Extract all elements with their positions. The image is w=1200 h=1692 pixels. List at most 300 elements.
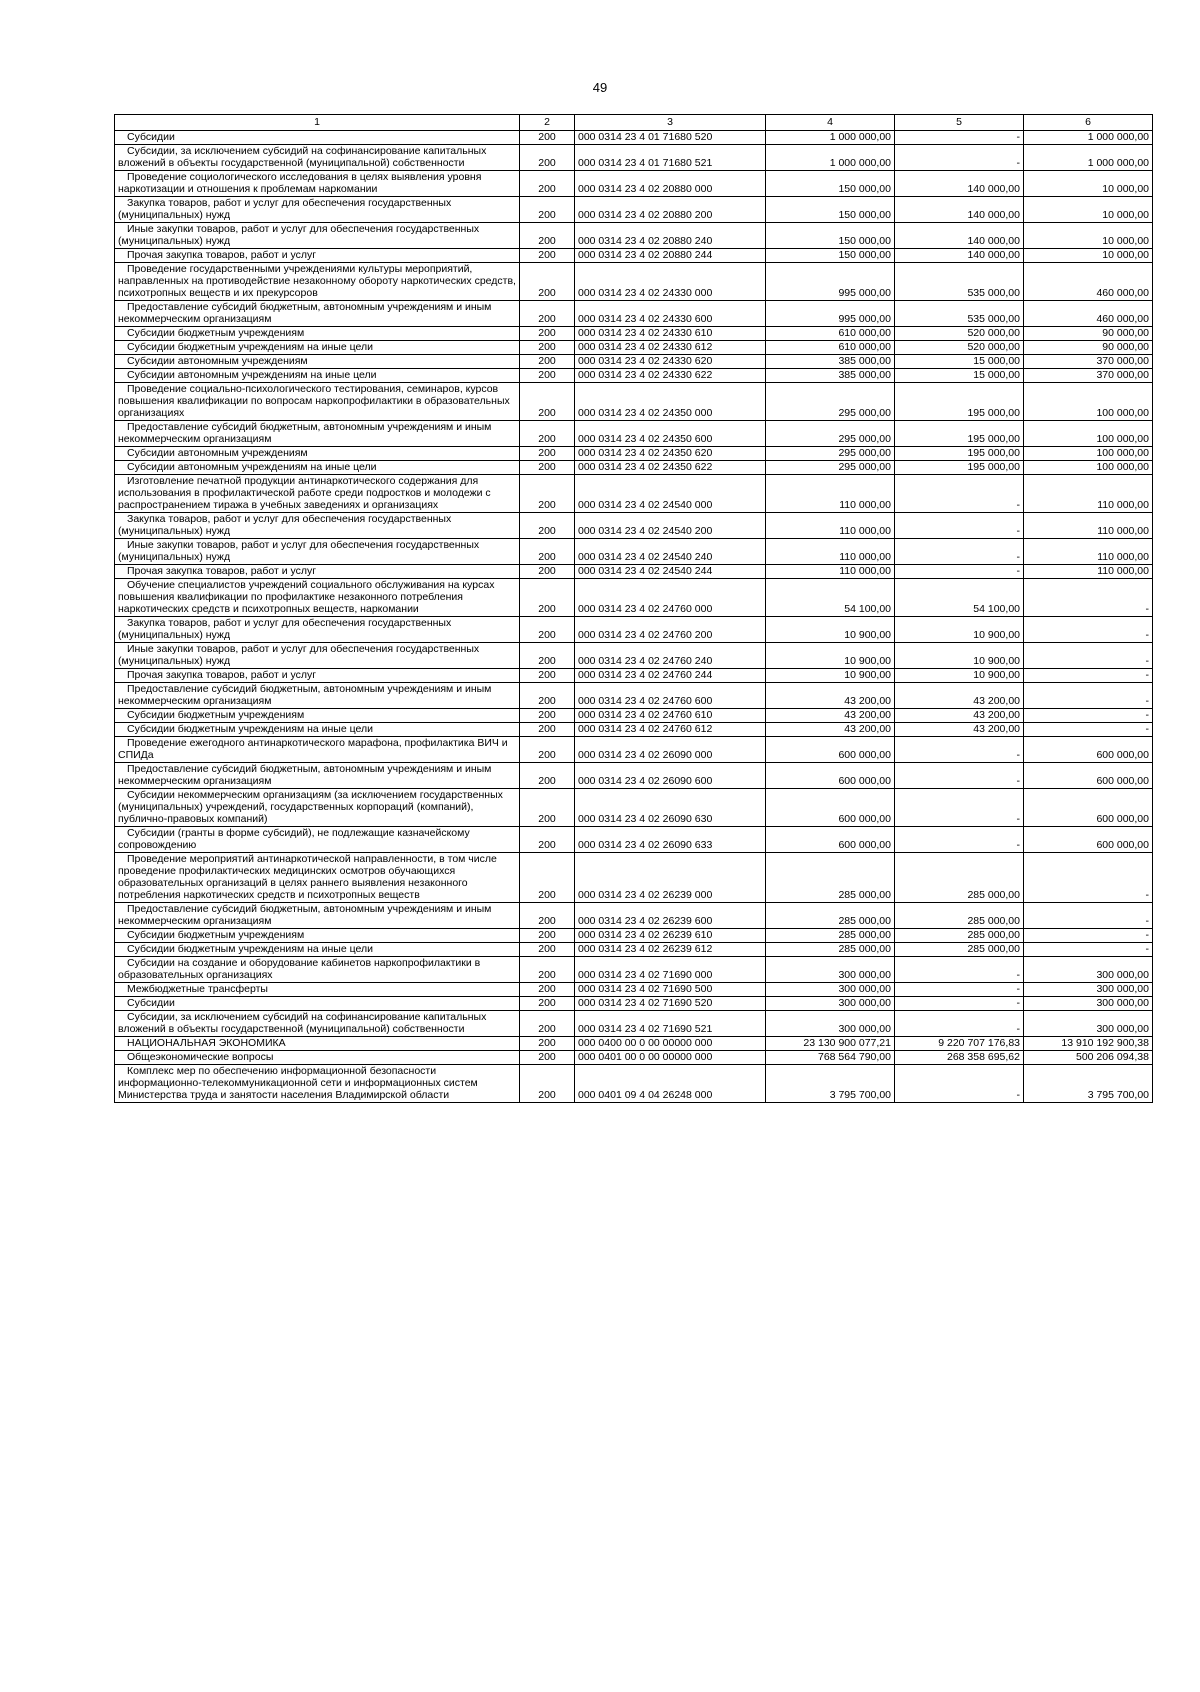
row-value-5-cell: - bbox=[895, 145, 1024, 171]
row-admin-cell: 200 bbox=[520, 763, 575, 789]
row-value-5-cell: 10 900,00 bbox=[895, 669, 1024, 683]
table-row bbox=[115, 903, 1153, 929]
table-row bbox=[115, 1051, 1153, 1065]
row-code-cell: 000 0314 23 4 02 26090 633 bbox=[575, 827, 766, 853]
row-value-5-cell: 10 900,00 bbox=[895, 617, 1024, 643]
row-name-text: Иные закупки товаров, работ и услуг для обеспечения государственных (муниципальных) нужд bbox=[118, 223, 480, 247]
row-value-6-cell: - bbox=[1024, 643, 1153, 669]
table-row bbox=[115, 447, 1153, 461]
row-value-5-cell: 195 000,00 bbox=[895, 383, 1024, 421]
table-body bbox=[115, 131, 1153, 1103]
row-code-cell: 000 0314 23 4 02 26239 610 bbox=[575, 929, 766, 943]
row-name-cell bbox=[115, 579, 520, 617]
row-value-4-cell: 23 130 900 077,21 bbox=[766, 1037, 895, 1051]
row-name-cell bbox=[115, 983, 520, 997]
row-admin-cell: 200 bbox=[520, 301, 575, 327]
row-value-4-cell: 110 000,00 bbox=[766, 565, 895, 579]
column-header-4: 4 bbox=[766, 115, 895, 131]
table-row bbox=[115, 421, 1153, 447]
row-name-cell bbox=[115, 683, 520, 709]
table-row bbox=[115, 369, 1153, 383]
row-value-6-cell: 600 000,00 bbox=[1024, 763, 1153, 789]
row-name-text: Субсидии бюджетным учреждениям bbox=[127, 929, 305, 941]
row-value-4-cell: 768 564 790,00 bbox=[766, 1051, 895, 1065]
row-code-cell: 000 0401 00 0 00 00000 000 bbox=[575, 1051, 766, 1065]
row-code-cell: 000 0314 23 4 02 24760 244 bbox=[575, 669, 766, 683]
row-value-5-cell: - bbox=[895, 827, 1024, 853]
row-value-4-cell: 43 200,00 bbox=[766, 683, 895, 709]
row-value-4-cell: 285 000,00 bbox=[766, 853, 895, 903]
row-value-5-cell: 9 220 707 176,83 bbox=[895, 1037, 1024, 1051]
row-name-cell bbox=[115, 327, 520, 341]
row-value-6-cell: 10 000,00 bbox=[1024, 197, 1153, 223]
row-admin-cell: 200 bbox=[520, 223, 575, 249]
row-code-cell: 000 0314 23 4 02 26090 600 bbox=[575, 763, 766, 789]
table-row bbox=[115, 1037, 1153, 1051]
row-name-cell bbox=[115, 827, 520, 853]
row-value-4-cell: 1 000 000,00 bbox=[766, 145, 895, 171]
row-admin-cell: 200 bbox=[520, 997, 575, 1011]
row-name-cell bbox=[115, 447, 520, 461]
row-code-cell: 000 0314 23 4 02 71690 520 bbox=[575, 997, 766, 1011]
row-value-4-cell: 300 000,00 bbox=[766, 997, 895, 1011]
row-name-cell bbox=[115, 171, 520, 197]
row-value-4-cell: 54 100,00 bbox=[766, 579, 895, 617]
row-name-text: Предоставление субсидий бюджетным, автономным учреждениям и иным некоммерческим организациям bbox=[118, 301, 492, 325]
row-admin-cell: 200 bbox=[520, 341, 575, 355]
table-row bbox=[115, 723, 1153, 737]
row-code-cell: 000 0314 23 4 02 24540 244 bbox=[575, 565, 766, 579]
row-admin-cell: 200 bbox=[520, 565, 575, 579]
row-admin-cell: 200 bbox=[520, 1065, 575, 1103]
row-name-cell bbox=[115, 709, 520, 723]
row-value-5-cell: 520 000,00 bbox=[895, 327, 1024, 341]
row-value-6-cell: 100 000,00 bbox=[1024, 421, 1153, 447]
row-name-cell bbox=[115, 903, 520, 929]
row-name-text: Проведение государственными учреждениями культуры мероприятий, направленных на противодействие незаконному обороту наркотических средств, психотропных веществ и их прекурсоров bbox=[118, 263, 516, 299]
row-name-cell bbox=[115, 301, 520, 327]
table-row bbox=[115, 341, 1153, 355]
row-value-4-cell: 10 900,00 bbox=[766, 617, 895, 643]
row-name-cell bbox=[115, 1051, 520, 1065]
row-value-6-cell: 600 000,00 bbox=[1024, 827, 1153, 853]
table-row bbox=[115, 957, 1153, 983]
row-value-4-cell: 285 000,00 bbox=[766, 943, 895, 957]
row-admin-cell: 200 bbox=[520, 737, 575, 763]
row-value-6-cell: - bbox=[1024, 683, 1153, 709]
table-row bbox=[115, 943, 1153, 957]
row-name-cell bbox=[115, 789, 520, 827]
column-header-5: 5 bbox=[895, 115, 1024, 131]
row-code-cell: 000 0314 23 4 02 24350 600 bbox=[575, 421, 766, 447]
row-value-6-cell: 10 000,00 bbox=[1024, 223, 1153, 249]
row-value-6-cell: 300 000,00 bbox=[1024, 1011, 1153, 1037]
row-value-5-cell: 195 000,00 bbox=[895, 461, 1024, 475]
row-value-6-cell: 300 000,00 bbox=[1024, 983, 1153, 997]
row-name-text: Проведение социально-психологического тестирования, семинаров, курсов повышения квалификации по вопросам наркопрофилактики в образовательных организациях bbox=[118, 383, 510, 419]
row-admin-cell: 200 bbox=[520, 197, 575, 223]
row-admin-cell: 200 bbox=[520, 669, 575, 683]
row-value-5-cell: 195 000,00 bbox=[895, 447, 1024, 461]
row-name-text: Субсидии автономным учреждениям bbox=[127, 447, 308, 459]
table-row bbox=[115, 327, 1153, 341]
row-name-cell bbox=[115, 513, 520, 539]
row-name-cell bbox=[115, 853, 520, 903]
row-name-cell bbox=[115, 763, 520, 789]
row-code-cell: 000 0314 23 4 02 24760 612 bbox=[575, 723, 766, 737]
row-name-text: НАЦИОНАЛЬНАЯ ЭКОНОМИКА bbox=[127, 1037, 286, 1049]
row-name-text: Межбюджетные трансферты bbox=[127, 983, 268, 995]
row-value-4-cell: 285 000,00 bbox=[766, 929, 895, 943]
table-row bbox=[115, 763, 1153, 789]
row-admin-cell: 200 bbox=[520, 539, 575, 565]
table-row bbox=[115, 171, 1153, 197]
table-row bbox=[115, 565, 1153, 579]
row-name-cell bbox=[115, 223, 520, 249]
row-name-text: Субсидии автономным учреждениям на иные цели bbox=[127, 461, 377, 473]
row-value-4-cell: 385 000,00 bbox=[766, 355, 895, 369]
row-value-6-cell: - bbox=[1024, 929, 1153, 943]
row-value-5-cell: 268 358 695,62 bbox=[895, 1051, 1024, 1065]
row-name-text: Иные закупки товаров, работ и услуг для обеспечения государственных (муниципальных) нужд bbox=[118, 539, 480, 563]
row-name-cell bbox=[115, 131, 520, 145]
row-value-6-cell: 600 000,00 bbox=[1024, 737, 1153, 763]
row-value-5-cell: 43 200,00 bbox=[895, 683, 1024, 709]
table-row bbox=[115, 539, 1153, 565]
row-value-4-cell: 295 000,00 bbox=[766, 421, 895, 447]
row-value-6-cell: 100 000,00 bbox=[1024, 461, 1153, 475]
row-value-4-cell: 110 000,00 bbox=[766, 475, 895, 513]
row-admin-cell: 200 bbox=[520, 929, 575, 943]
row-value-6-cell: - bbox=[1024, 617, 1153, 643]
row-value-5-cell: 54 100,00 bbox=[895, 579, 1024, 617]
row-value-6-cell: 110 000,00 bbox=[1024, 565, 1153, 579]
row-value-4-cell: 43 200,00 bbox=[766, 709, 895, 723]
table-row bbox=[115, 1065, 1153, 1103]
table-row bbox=[115, 983, 1153, 997]
row-code-cell: 000 0314 23 4 02 20880 244 bbox=[575, 249, 766, 263]
row-value-5-cell: 10 900,00 bbox=[895, 643, 1024, 669]
row-name-text: Субсидии автономным учреждениям bbox=[127, 355, 308, 367]
row-value-4-cell: 385 000,00 bbox=[766, 369, 895, 383]
row-admin-cell: 200 bbox=[520, 131, 575, 145]
row-code-cell: 000 0314 23 4 01 71680 521 bbox=[575, 145, 766, 171]
row-admin-cell: 200 bbox=[520, 853, 575, 903]
row-admin-cell: 200 bbox=[520, 943, 575, 957]
table-row bbox=[115, 263, 1153, 301]
table-row bbox=[115, 383, 1153, 421]
row-value-5-cell: - bbox=[895, 131, 1024, 145]
row-value-5-cell: 285 000,00 bbox=[895, 943, 1024, 957]
row-value-6-cell: 370 000,00 bbox=[1024, 355, 1153, 369]
row-value-4-cell: 610 000,00 bbox=[766, 327, 895, 341]
table-row bbox=[115, 579, 1153, 617]
row-value-6-cell: 1 000 000,00 bbox=[1024, 145, 1153, 171]
row-name-cell bbox=[115, 929, 520, 943]
row-admin-cell: 200 bbox=[520, 643, 575, 669]
row-value-6-cell: 500 206 094,38 bbox=[1024, 1051, 1153, 1065]
row-name-text: Субсидии бюджетным учреждениям bbox=[127, 327, 305, 339]
table-row bbox=[115, 737, 1153, 763]
table-row bbox=[115, 355, 1153, 369]
table-row bbox=[115, 643, 1153, 669]
row-code-cell: 000 0314 23 4 02 24330 610 bbox=[575, 327, 766, 341]
row-value-5-cell: 140 000,00 bbox=[895, 249, 1024, 263]
row-name-text: Иные закупки товаров, работ и услуг для обеспечения государственных (муниципальных) нужд bbox=[118, 643, 480, 667]
row-value-4-cell: 10 900,00 bbox=[766, 643, 895, 669]
row-value-4-cell: 600 000,00 bbox=[766, 763, 895, 789]
row-value-4-cell: 43 200,00 bbox=[766, 723, 895, 737]
row-name-cell bbox=[115, 263, 520, 301]
row-value-4-cell: 10 900,00 bbox=[766, 669, 895, 683]
row-value-5-cell: 15 000,00 bbox=[895, 369, 1024, 383]
row-admin-cell: 200 bbox=[520, 1011, 575, 1037]
row-value-6-cell: - bbox=[1024, 723, 1153, 737]
row-value-6-cell: 100 000,00 bbox=[1024, 447, 1153, 461]
row-admin-cell: 200 bbox=[520, 447, 575, 461]
row-value-5-cell: 140 000,00 bbox=[895, 197, 1024, 223]
table-row bbox=[115, 1011, 1153, 1037]
row-value-4-cell: 110 000,00 bbox=[766, 539, 895, 565]
row-name-text: Субсидии автономным учреждениям на иные цели bbox=[127, 369, 377, 381]
table-row bbox=[115, 197, 1153, 223]
row-value-4-cell: 995 000,00 bbox=[766, 301, 895, 327]
row-admin-cell: 200 bbox=[520, 383, 575, 421]
row-name-text: Прочая закупка товаров, работ и услуг bbox=[127, 249, 317, 261]
row-code-cell: 000 0314 23 4 02 20880 240 bbox=[575, 223, 766, 249]
row-admin-cell: 200 bbox=[520, 723, 575, 737]
row-value-6-cell: 460 000,00 bbox=[1024, 263, 1153, 301]
row-value-4-cell: 110 000,00 bbox=[766, 513, 895, 539]
row-code-cell: 000 0314 23 4 02 26239 600 bbox=[575, 903, 766, 929]
row-value-6-cell: - bbox=[1024, 579, 1153, 617]
table-row bbox=[115, 301, 1153, 327]
row-value-4-cell: 300 000,00 bbox=[766, 983, 895, 997]
row-code-cell: 000 0314 23 4 02 24760 240 bbox=[575, 643, 766, 669]
row-value-6-cell: 13 910 192 900,38 bbox=[1024, 1037, 1153, 1051]
row-name-cell bbox=[115, 421, 520, 447]
column-header-3: 3 bbox=[575, 115, 766, 131]
row-name-text: Комплекс мер по обеспечению информационной безопасности информационно-телекоммуникационной сети и информационных систем Министерства труда и занятости населения Владимирской области bbox=[118, 1065, 478, 1101]
row-value-5-cell: 285 000,00 bbox=[895, 929, 1024, 943]
row-value-6-cell: - bbox=[1024, 943, 1153, 957]
row-value-5-cell: - bbox=[895, 763, 1024, 789]
row-code-cell: 000 0314 23 4 02 24330 600 bbox=[575, 301, 766, 327]
row-admin-cell: 200 bbox=[520, 827, 575, 853]
row-admin-cell: 200 bbox=[520, 355, 575, 369]
row-name-cell bbox=[115, 341, 520, 355]
table-row bbox=[115, 249, 1153, 263]
row-value-4-cell: 1 000 000,00 bbox=[766, 131, 895, 145]
row-value-4-cell: 600 000,00 bbox=[766, 789, 895, 827]
row-admin-cell: 200 bbox=[520, 983, 575, 997]
row-value-5-cell: - bbox=[895, 983, 1024, 997]
row-name-text: Субсидии bbox=[127, 131, 175, 143]
row-code-cell: 000 0314 23 4 02 24330 000 bbox=[575, 263, 766, 301]
row-value-6-cell: 110 000,00 bbox=[1024, 513, 1153, 539]
row-admin-cell: 200 bbox=[520, 789, 575, 827]
row-value-6-cell: 10 000,00 bbox=[1024, 249, 1153, 263]
row-admin-cell: 200 bbox=[520, 513, 575, 539]
row-value-5-cell: - bbox=[895, 513, 1024, 539]
row-code-cell: 000 0314 23 4 02 26239 612 bbox=[575, 943, 766, 957]
row-name-text: Проведение социологического исследования в целях выявления уровня наркотизации и отношения к проблемам наркомании bbox=[118, 171, 482, 195]
row-value-5-cell: - bbox=[895, 737, 1024, 763]
column-header-2: 2 bbox=[520, 115, 575, 131]
row-name-text: Субсидии bbox=[127, 997, 175, 1009]
row-value-6-cell: - bbox=[1024, 669, 1153, 683]
column-number-row bbox=[115, 115, 1153, 131]
row-name-text: Предоставление субсидий бюджетным, автономным учреждениям и иным некоммерческим организациям bbox=[118, 763, 492, 787]
row-value-5-cell: - bbox=[895, 539, 1024, 565]
row-name-cell bbox=[115, 539, 520, 565]
row-name-cell bbox=[115, 475, 520, 513]
row-name-text: Закупка товаров, работ и услуг для обеспечения государственных (муниципальных) нужд bbox=[118, 513, 452, 537]
table-row bbox=[115, 131, 1153, 145]
row-name-text: Прочая закупка товаров, работ и услуг bbox=[127, 669, 317, 681]
row-name-text: Проведение ежегодного антинаркотического марафона, профилактика ВИЧ и СПИДа bbox=[118, 737, 508, 761]
row-admin-cell: 200 bbox=[520, 903, 575, 929]
row-name-cell bbox=[115, 461, 520, 475]
row-name-cell bbox=[115, 383, 520, 421]
table-row bbox=[115, 789, 1153, 827]
row-admin-cell: 200 bbox=[520, 579, 575, 617]
row-code-cell: 000 0314 23 4 02 20880 000 bbox=[575, 171, 766, 197]
row-name-text: Закупка товаров, работ и услуг для обеспечения государственных (муниципальных) нужд bbox=[118, 617, 452, 641]
row-name-text: Субсидии бюджетным учреждениям bbox=[127, 709, 305, 721]
table-row bbox=[115, 997, 1153, 1011]
table-row bbox=[115, 709, 1153, 723]
row-name-cell bbox=[115, 369, 520, 383]
row-value-6-cell: 370 000,00 bbox=[1024, 369, 1153, 383]
row-value-4-cell: 295 000,00 bbox=[766, 383, 895, 421]
table-row bbox=[115, 475, 1153, 513]
row-name-text: Субсидии на создание и оборудование кабинетов наркопрофилактики в образовательных организациях bbox=[118, 957, 481, 981]
row-name-text: Субсидии некоммерческим организациям (за исключением государственных (муниципальных) учреждений, государственных корпораций (компаний), публично-правовых компаний) bbox=[118, 789, 503, 825]
row-value-5-cell: 43 200,00 bbox=[895, 709, 1024, 723]
row-admin-cell: 200 bbox=[520, 171, 575, 197]
row-value-5-cell: - bbox=[895, 1065, 1024, 1103]
row-name-cell bbox=[115, 197, 520, 223]
table-row bbox=[115, 223, 1153, 249]
row-name-cell bbox=[115, 617, 520, 643]
row-value-5-cell: 535 000,00 bbox=[895, 263, 1024, 301]
row-value-4-cell: 150 000,00 bbox=[766, 249, 895, 263]
row-value-6-cell: - bbox=[1024, 903, 1153, 929]
table-row bbox=[115, 827, 1153, 853]
row-name-text: Закупка товаров, работ и услуг для обеспечения государственных (муниципальных) нужд bbox=[118, 197, 452, 221]
row-name-cell bbox=[115, 1037, 520, 1051]
row-value-5-cell: - bbox=[895, 1011, 1024, 1037]
row-name-text: Предоставление субсидий бюджетным, автономным учреждениям и иным некоммерческим организациям bbox=[118, 903, 492, 927]
row-value-6-cell: 10 000,00 bbox=[1024, 171, 1153, 197]
row-name-cell bbox=[115, 957, 520, 983]
row-name-cell bbox=[115, 1011, 520, 1037]
table-row bbox=[115, 669, 1153, 683]
row-code-cell: 000 0314 23 4 01 71680 520 bbox=[575, 131, 766, 145]
row-name-text: Прочая закупка товаров, работ и услуг bbox=[127, 565, 317, 577]
table-row bbox=[115, 617, 1153, 643]
table-row bbox=[115, 513, 1153, 539]
row-name-cell bbox=[115, 669, 520, 683]
row-name-cell bbox=[115, 1065, 520, 1103]
row-value-6-cell: 1 000 000,00 bbox=[1024, 131, 1153, 145]
table-row bbox=[115, 461, 1153, 475]
row-value-6-cell: 110 000,00 bbox=[1024, 475, 1153, 513]
row-code-cell: 000 0314 23 4 02 24540 240 bbox=[575, 539, 766, 565]
table-row bbox=[115, 853, 1153, 903]
row-code-cell: 000 0314 23 4 02 24330 612 bbox=[575, 341, 766, 355]
row-name-text: Субсидии бюджетным учреждениям на иные цели bbox=[127, 723, 373, 735]
row-value-6-cell: 90 000,00 bbox=[1024, 341, 1153, 355]
row-value-5-cell: 285 000,00 bbox=[895, 853, 1024, 903]
row-value-6-cell: 460 000,00 bbox=[1024, 301, 1153, 327]
row-admin-cell: 200 bbox=[520, 683, 575, 709]
row-admin-cell: 200 bbox=[520, 957, 575, 983]
row-code-cell: 000 0314 23 4 02 26239 000 bbox=[575, 853, 766, 903]
row-name-text: Субсидии (гранты в форме субсидий), не подлежащие казначейскому сопровождению bbox=[118, 827, 470, 851]
row-value-4-cell: 300 000,00 bbox=[766, 1011, 895, 1037]
row-code-cell: 000 0314 23 4 02 24760 610 bbox=[575, 709, 766, 723]
table-row bbox=[115, 145, 1153, 171]
row-name-cell bbox=[115, 943, 520, 957]
row-name-cell bbox=[115, 565, 520, 579]
row-admin-cell: 200 bbox=[520, 461, 575, 475]
column-header-1: 1 bbox=[115, 115, 520, 131]
row-value-4-cell: 600 000,00 bbox=[766, 737, 895, 763]
row-code-cell: 000 0314 23 4 02 24330 622 bbox=[575, 369, 766, 383]
row-admin-cell: 200 bbox=[520, 1051, 575, 1065]
row-name-text: Изготовление печатной продукции антинаркотического содержания для использования в профилактической работе среди подростков и молодежи с распространением тиража в учебных заведениях и организациях bbox=[118, 475, 491, 511]
budget-table bbox=[114, 114, 1153, 1103]
row-code-cell: 000 0314 23 4 02 26090 000 bbox=[575, 737, 766, 763]
row-value-4-cell: 3 795 700,00 bbox=[766, 1065, 895, 1103]
row-value-6-cell: 300 000,00 bbox=[1024, 997, 1153, 1011]
row-value-5-cell: 535 000,00 bbox=[895, 301, 1024, 327]
row-value-5-cell: - bbox=[895, 565, 1024, 579]
row-value-5-cell: 195 000,00 bbox=[895, 421, 1024, 447]
table-row bbox=[115, 929, 1153, 943]
row-value-5-cell: 520 000,00 bbox=[895, 341, 1024, 355]
row-code-cell: 000 0314 23 4 02 71690 521 bbox=[575, 1011, 766, 1037]
row-name-text: Субсидии, за исключением субсидий на софинансирование капитальных вложений в объекты государственной (муниципальной) собственности bbox=[118, 1011, 487, 1035]
row-admin-cell: 200 bbox=[520, 709, 575, 723]
row-value-6-cell: - bbox=[1024, 853, 1153, 903]
row-admin-cell: 200 bbox=[520, 421, 575, 447]
row-name-cell bbox=[115, 145, 520, 171]
row-value-4-cell: 150 000,00 bbox=[766, 223, 895, 249]
row-admin-cell: 200 bbox=[520, 617, 575, 643]
row-code-cell: 000 0314 23 4 02 24540 200 bbox=[575, 513, 766, 539]
row-code-cell: 000 0314 23 4 02 24760 600 bbox=[575, 683, 766, 709]
row-value-5-cell: - bbox=[895, 475, 1024, 513]
row-code-cell: 000 0401 09 4 04 26248 000 bbox=[575, 1065, 766, 1103]
row-code-cell: 000 0314 23 4 02 71690 500 bbox=[575, 983, 766, 997]
row-admin-cell: 200 bbox=[520, 249, 575, 263]
row-code-cell: 000 0314 23 4 02 24760 000 bbox=[575, 579, 766, 617]
row-name-cell bbox=[115, 737, 520, 763]
row-code-cell: 000 0314 23 4 02 24350 000 bbox=[575, 383, 766, 421]
row-value-6-cell: 110 000,00 bbox=[1024, 539, 1153, 565]
row-name-cell bbox=[115, 249, 520, 263]
column-header-6: 6 bbox=[1024, 115, 1153, 131]
row-admin-cell: 200 bbox=[520, 145, 575, 171]
row-value-4-cell: 285 000,00 bbox=[766, 903, 895, 929]
row-value-6-cell: 100 000,00 bbox=[1024, 383, 1153, 421]
row-code-cell: 000 0314 23 4 02 20880 200 bbox=[575, 197, 766, 223]
row-value-5-cell: - bbox=[895, 957, 1024, 983]
row-value-4-cell: 295 000,00 bbox=[766, 461, 895, 475]
